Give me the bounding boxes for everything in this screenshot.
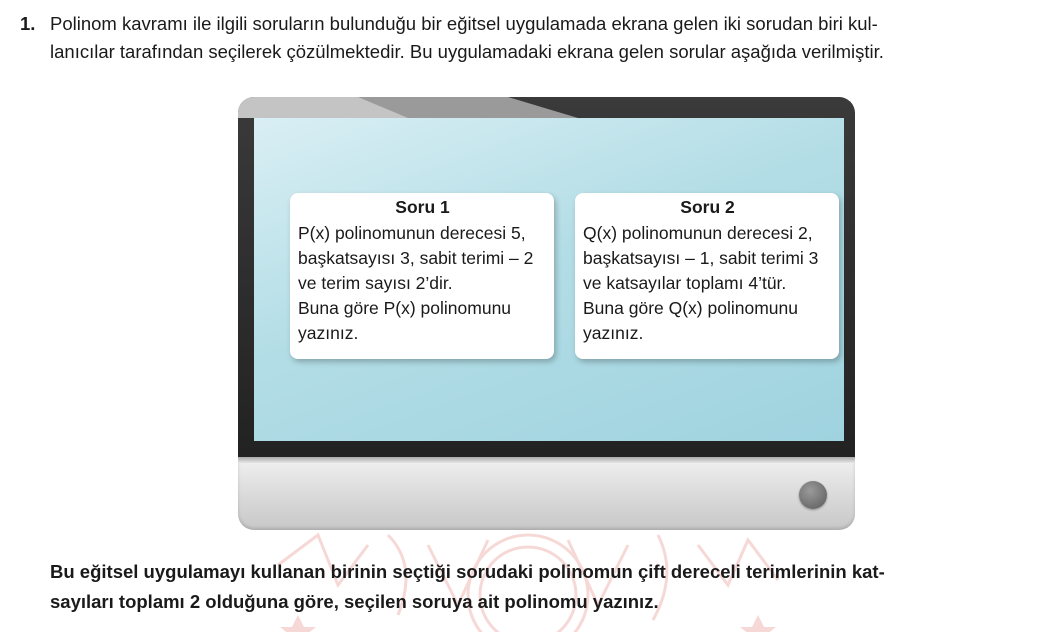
question-intro [20,10,1030,66]
card-title: Soru 2 [680,197,735,217]
card-line: ve terim sayısı 2’dir. [298,273,453,293]
card-line: ve katsayılar toplamı 4’tür. [583,273,787,293]
question-card-soru-2[interactable] [575,193,839,359]
question-card-soru-1[interactable] [290,193,554,359]
question-intro-text [50,10,1030,66]
card-line: yazınız. [298,323,359,343]
monitor-screen [254,118,844,441]
question-prompt-line: Bu eğitsel uygulamayı kullanan birinin seçtiği sorudaki polinomun çift dereceli terimlerinin kat- [50,561,885,582]
card-line: P(x) polinomunun derecesi 5, [298,223,526,243]
question-intro-line: Polinom kavramı ile ilgili soruların bulunduğu bir eğitsel uygulamada ekrana gelen iki sorudan biri kul- [50,13,878,34]
card-line: Buna göre Q(x) polinomunu [583,298,798,318]
card-line: Buna göre P(x) polinomunu [298,298,512,318]
power-button-icon [799,481,827,509]
card-line: yazınız. [583,323,644,343]
question-prompt [50,557,1030,617]
question-intro-line: lanıcılar tarafından seçilerek çözülmektedir. Bu uygulamadaki ekrana gelen sorular aşağıda verilmiştir. [50,41,884,62]
card-line: Q(x) polinomunun derecesi 2, [583,223,813,243]
question-number: 1. [20,13,36,34]
card-title: Soru 1 [395,197,450,217]
monitor-illustration [238,97,855,530]
question-prompt-line: sayıları toplamı 2 olduğuna göre, seçilen soruya ait polinomu yazınız. [50,591,659,612]
monitor-frame [238,97,855,457]
monitor-base [238,457,855,530]
card-line: başkatsayısı – 1, sabit terimi 3 [583,248,819,268]
card-line: başkatsayısı 3, sabit terimi – 2 [298,248,534,268]
